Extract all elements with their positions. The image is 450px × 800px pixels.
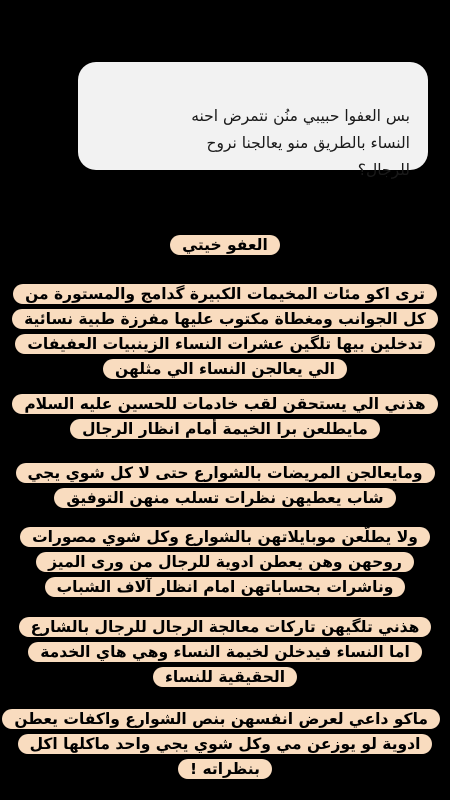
caption-text: ترى اكو مئات المخيمات الكبيرة گدامج والمستورة من كل الجوانب ومغطاة مكتوب عليها مفرزة طبية نسائية تدخلين بيها تلگين عشرات النساء الزينبيات العفيفات الي يعالجن النساء الي مثلهن (12, 284, 438, 379)
caption-block (10, 590, 440, 690)
caption-text: ومايعالجن المريضات بالشوارع حتى لا كل شوي يجي شاب يعطيهن نظرات تسلب منهن التوفيق (16, 463, 435, 508)
caption-greeting (165, 208, 285, 258)
caption-text: ماكو داعي لعرض انفسهن بنص الشوارع واكفات يعطن ادوية لو يوزعن مي وكل شوي يجي واحد ماكلها اكل بنظراته ! (2, 709, 440, 779)
caption-text: هذني الي يستحقن لقب خادمات للحسين عليه السلام مايطلعن برا الخيمة أمام انظار الرجال (12, 394, 437, 439)
question-text: بس العفوا حبيبي منُن نتمرض احنه النساء بالطريق منو يعالجنا نروح للرجال؟ (191, 107, 410, 179)
caption-text: ولا يطلّعن موبايلاتهن بالشوارع وكل شوي مصورات روحهن وهن يعطن ادوية للرجال من وری المیز وناشرات بحساباتهن امام انظار آلاف الشباب (20, 527, 430, 597)
caption-block (10, 682, 440, 782)
caption-block (10, 257, 440, 382)
caption-block (10, 367, 440, 442)
caption-text: العفو خيتي (170, 235, 280, 255)
caption-text: هذني تلگيهن تاركات معالجة الرجال للرجال بالشارع اما النساء فيدخلن لخيمة النساء وهي هاي الخدمة الحقيقية للنساء (19, 617, 432, 687)
question-sticker (78, 62, 428, 179)
caption-block (10, 500, 440, 600)
